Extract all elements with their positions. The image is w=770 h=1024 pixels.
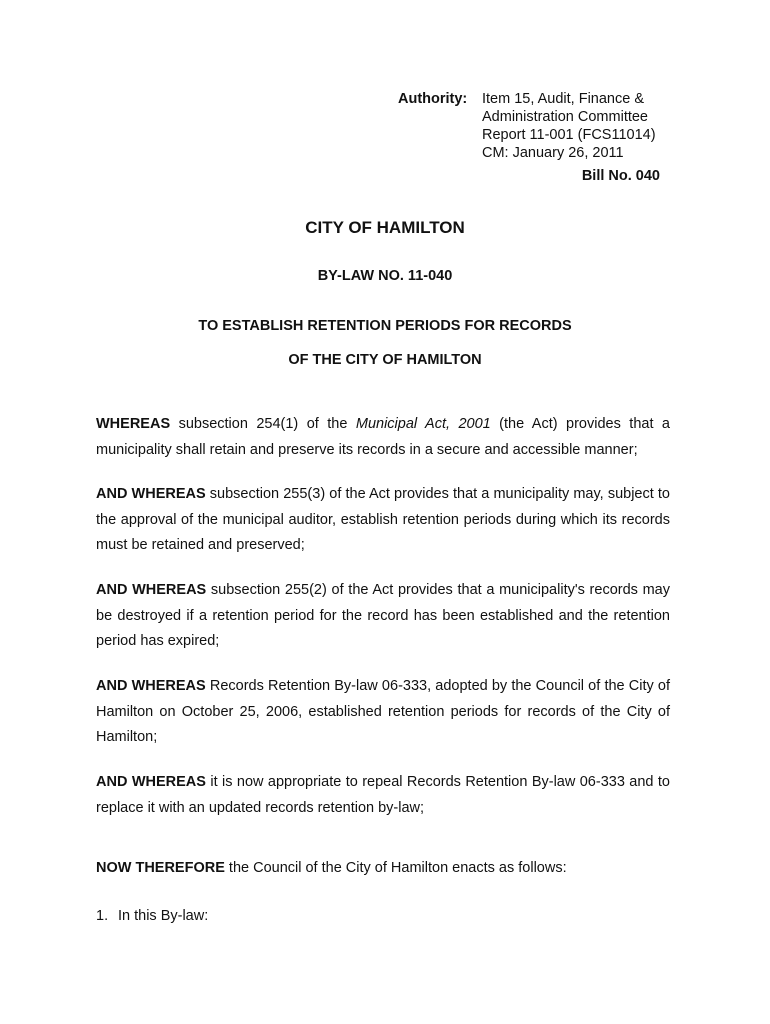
authority-block xyxy=(398,90,656,162)
act-title: Municipal Act, 2001 xyxy=(355,416,491,432)
authority-line: CM: January 26, 2011 xyxy=(482,145,624,161)
paragraph-keyword: AND WHEREAS xyxy=(96,582,207,598)
paragraph-keyword: AND WHEREAS xyxy=(96,486,206,502)
paragraph-text: subsection 255(2) of the Act provides that a municipality's records may be destroyed if a retention period for the record has been established and the retention period has expired; xyxy=(96,582,670,649)
paragraph-keyword: AND WHEREAS xyxy=(96,678,206,694)
whereas-paragraph-5 xyxy=(96,770,670,821)
whereas-paragraph-4 xyxy=(96,674,670,751)
paragraph-text: subsection 255(3) of the Act provides that a municipality may, subject to the approval of the municipal auditor, establish retention periods during which its records must be retained and preserved; xyxy=(96,486,670,553)
authority-label: Authority: xyxy=(398,91,468,107)
whereas-paragraph-1 xyxy=(96,412,670,463)
paragraph-text: subsection 254(1) of the xyxy=(170,416,356,432)
authority-line: Report 11-001 (FCS11014) xyxy=(482,127,656,143)
whereas-paragraph-3 xyxy=(96,578,670,655)
bylaw-purpose-line-1: TO ESTABLISH RETENTION PERIODS FOR RECORDS xyxy=(198,318,572,334)
paragraph-keyword: WHEREAS xyxy=(96,416,171,432)
authority-lines xyxy=(482,90,656,162)
bill-number: Bill No. 040 xyxy=(581,168,660,184)
paragraph-text: Records Retention By-law 06-333, adopted by the Council of the City of Hamilton on October 25, 2006, established retention periods for records of the City of Hamilton; xyxy=(96,678,670,745)
paragraph-keyword: NOW THEREFORE xyxy=(96,860,225,876)
authority-line: Administration Committee xyxy=(482,109,648,125)
paragraph-text: (the Act) provides that a municipality shall retain and preserve its records in a secure and accessible manner; xyxy=(96,416,670,458)
bylaw-purpose-line-2: OF THE CITY OF HAMILTON xyxy=(288,352,482,368)
authority-line: Item 15, Audit, Finance & xyxy=(482,91,645,107)
whereas-paragraph-2 xyxy=(96,482,670,559)
paragraph-text: it is now appropriate to repeal Records Retention By-law 06-333 and to replace it with an updated records retention by-law; xyxy=(96,774,670,816)
section-number: 1. xyxy=(96,908,109,924)
city-title: CITY OF HAMILTON xyxy=(305,218,465,237)
enactment-paragraph xyxy=(96,856,670,882)
paragraph-keyword: AND WHEREAS xyxy=(96,774,206,790)
paragraph-text: the Council of the City of Hamilton enacts as follows: xyxy=(224,860,567,876)
section-text: In this By-law: xyxy=(118,908,209,924)
section-1 xyxy=(96,904,670,930)
bylaw-number: BY-LAW NO. 11-040 xyxy=(317,268,453,284)
